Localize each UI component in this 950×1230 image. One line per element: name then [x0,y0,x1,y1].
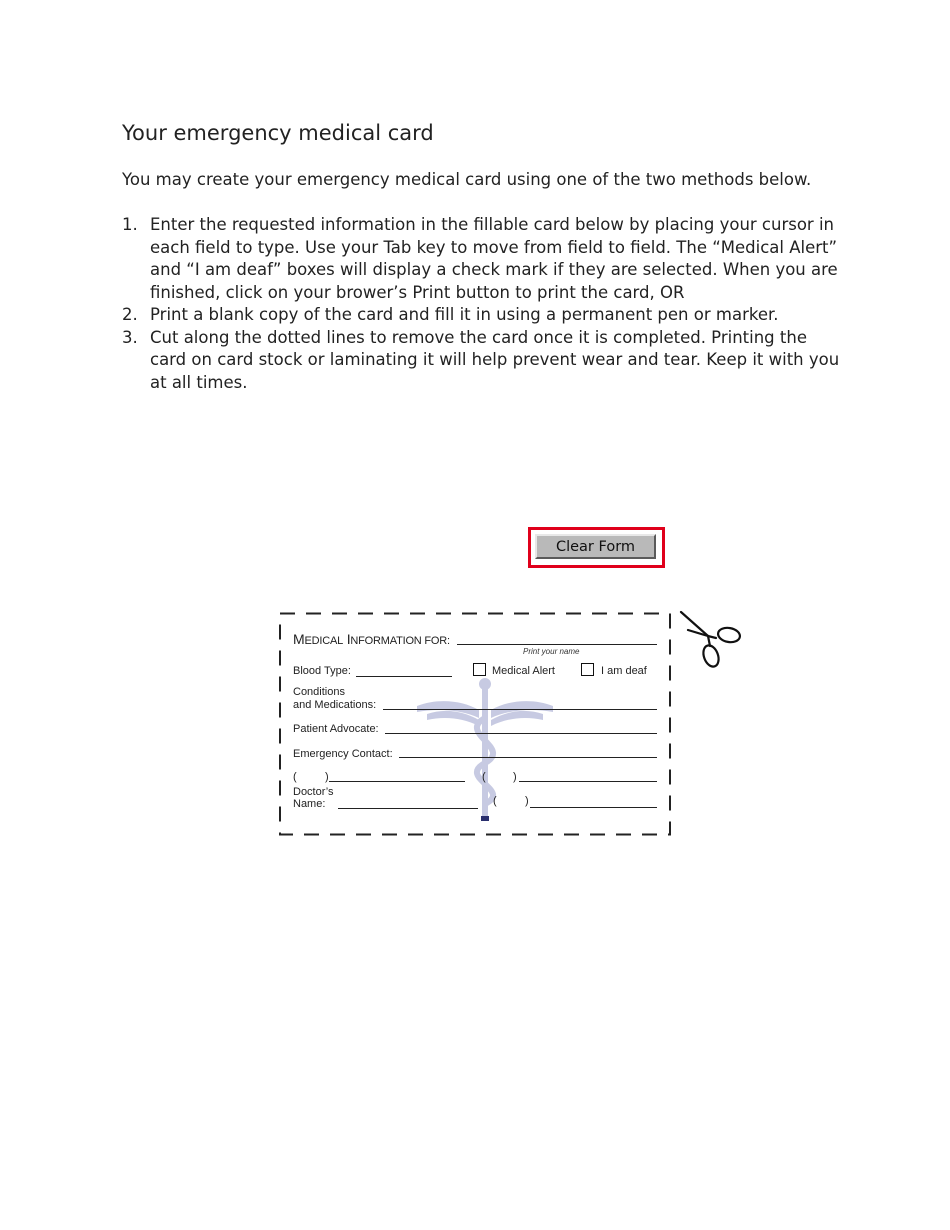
i-am-deaf-checkbox[interactable] [581,663,594,676]
contact-phone-2-field[interactable] [519,781,657,782]
contact-area-code-close: ) [325,771,329,783]
doctor-phone-field[interactable] [530,807,657,808]
clear-form-frame [528,527,665,568]
doctor-area-code-open: ( [493,795,497,807]
doctor-name-field[interactable] [338,808,478,809]
card-title-part: M [293,631,305,647]
card-title-part: I [346,631,351,647]
patient-advocate-field[interactable] [385,733,657,734]
medical-alert-checkbox[interactable] [473,663,486,676]
instruction-text: Cut along the dotted lines to remove the card once it is completed. Printing the card on card stock or laminating it will help prevent wear and tear. Keep it with you at all times. [150,327,840,392]
emergency-contact-label: Emergency Contact: [293,748,393,760]
card-title-part: NFORMATION FOR: [350,635,450,647]
instruction-item [122,304,842,327]
contact-area-code-2-open: ( [482,771,486,783]
contact-phone-field[interactable] [329,781,465,782]
page-title: Your emergency medical card [122,121,434,145]
medical-alert-label: Medical Alert [492,665,555,677]
instruction-text: Print a blank copy of the card and fill it in using a permanent pen or marker. [150,305,779,324]
medical-card [279,612,671,836]
intro-text: You may create your emergency medical card using one of the two methods below. [122,170,812,189]
conditions-label-line1: Conditions [293,686,345,698]
patient-advocate-label: Patient Advocate: [293,723,379,735]
conditions-label-line2: and Medications: [293,699,377,711]
i-am-deaf-label: I am deaf [601,665,647,677]
instruction-item [122,327,842,395]
instruction-text: Enter the requested information in the fillable card below by placing your cursor in each field to type. Use your Tab key to move from field to field. The “Medical Alert” and “I am deaf” boxes will display a check mark if they are selected. When you are finished, click on your brower’s Print button to print the card, OR [150,215,838,302]
contact-area-code-2-close: ) [513,771,517,783]
doctor-label-line1: Doctor’s [293,786,334,798]
card-title [293,631,450,647]
conditions-field[interactable] [383,709,657,710]
scissors-icon [678,608,744,672]
doctor-label-line2: Name: [293,798,326,810]
caduceus-icon [417,678,553,824]
instruction-number: 2. [122,305,138,324]
doctor-area-code-close: ) [525,795,529,807]
blood-type-field[interactable] [356,676,452,677]
name-field[interactable] [457,644,657,645]
instruction-number: 1. [122,215,138,234]
name-hint: Print your name [523,647,580,656]
instruction-item [122,214,842,304]
card-title-part: EDICAL [304,635,344,647]
instructions-list [122,214,842,394]
blood-type-label: Blood Type: [293,665,351,677]
contact-area-code-open: ( [293,771,297,783]
emergency-contact-field[interactable] [399,757,657,758]
instruction-number: 3. [122,327,138,347]
clear-form-button[interactable]: Clear Form [535,534,656,559]
